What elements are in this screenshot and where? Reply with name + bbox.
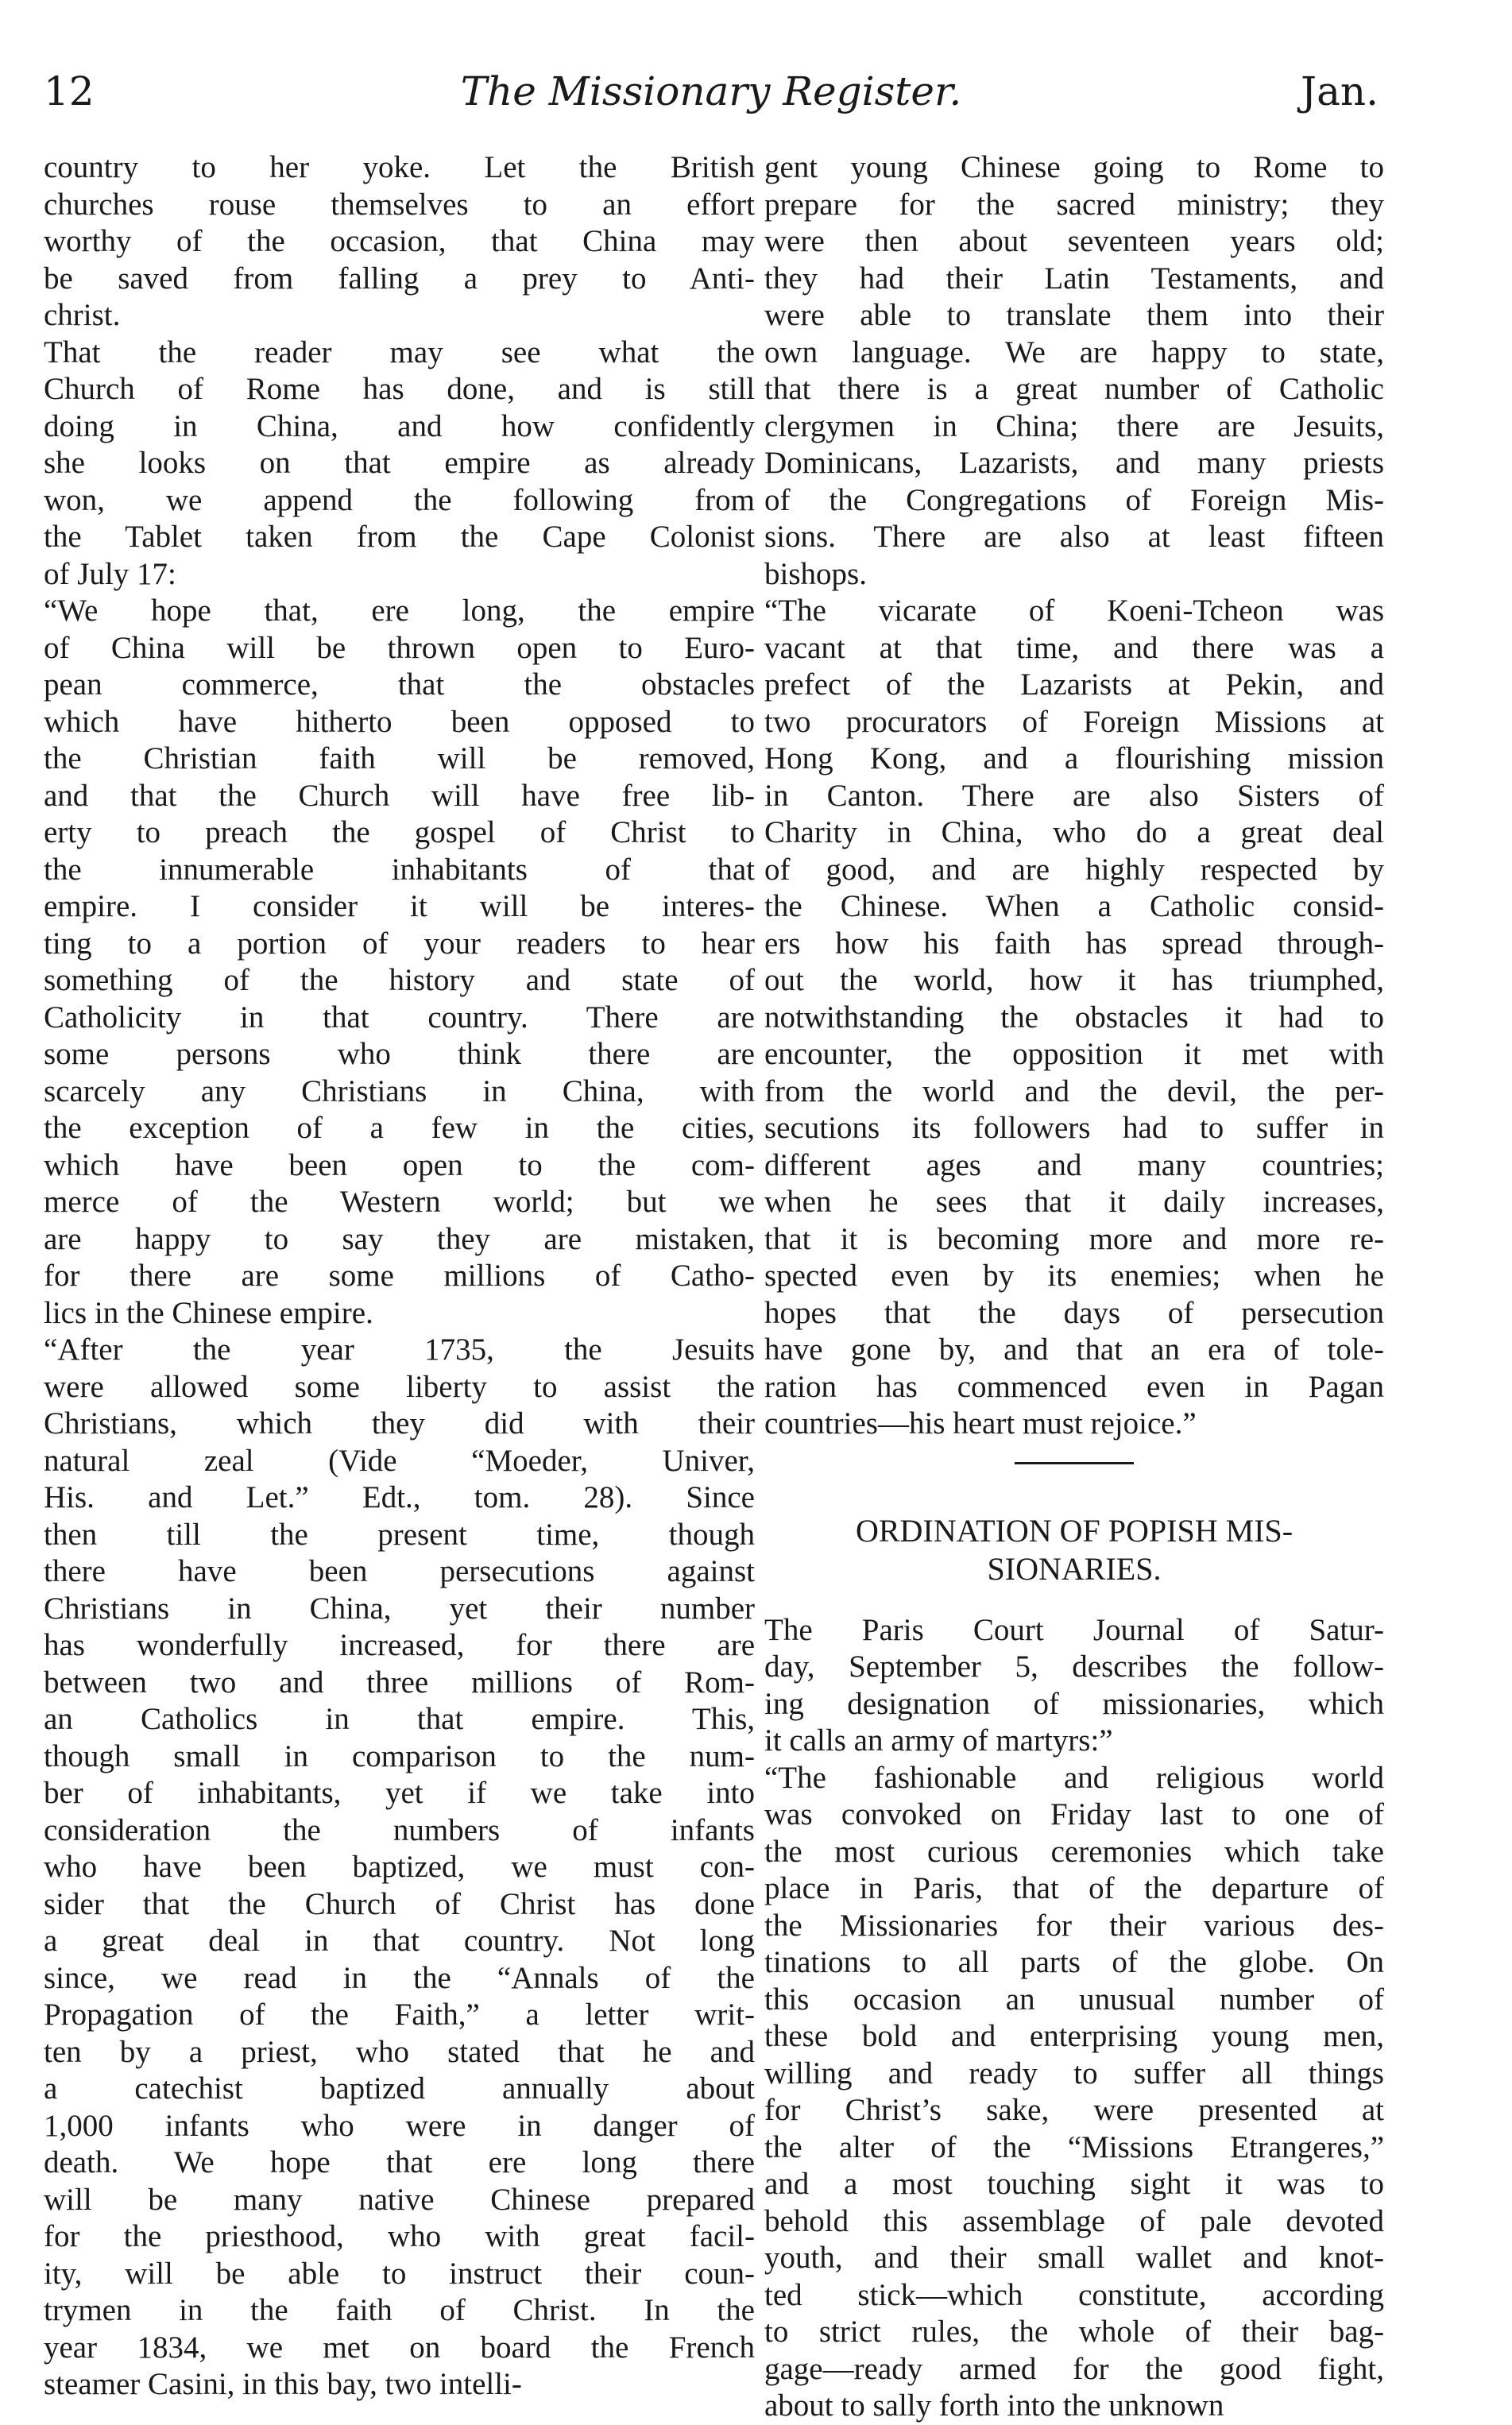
text-line: there have been persecutions against (44, 1554, 755, 1588)
text-line: are happy to say they are mistaken, (44, 1221, 755, 1256)
text-line: the alter of the “Missions Etrangeres,” (764, 2129, 1384, 2164)
text-line: some persons who think there are (44, 1037, 755, 1071)
text-line: 1,000 infants who were in danger of (44, 2108, 755, 2143)
text-line: ting to a portion of your readers to hear (44, 926, 755, 961)
text-line: when he sees that it daily increases, (764, 1185, 1384, 1219)
text-line: natural zeal (Vide “Moeder, Univer, (44, 1443, 755, 1478)
text-line: encounter, the opposition it met with (764, 1037, 1384, 1071)
text-line: empire. I consider it will be interes- (44, 889, 755, 923)
text-line: year 1834, we met on board the French (44, 2330, 755, 2365)
text-line: His. and Let.” Edt., tom. 28). Since (44, 1480, 755, 1514)
text-line: were then about seventeen years old; (764, 224, 1384, 258)
text-line: prepare for the sacred ministry; they (764, 187, 1384, 222)
text-line: Christians in China, yet their number (44, 1591, 755, 1626)
text-line: something of the history and state of (44, 963, 755, 997)
section-heading-line: ORDINATION OF POPISH MIS- (855, 1512, 1294, 1549)
text-line: the Chinese. When a Catholic consid- (764, 889, 1384, 923)
text-line: a great deal in that country. Not long (44, 1924, 755, 1958)
text-line: The Paris Court Journal of Satur- (764, 1612, 1384, 1647)
text-line: trymen in the faith of Christ. In the (44, 2293, 755, 2327)
text-line: clergymen in China; there are Jesuits, (764, 408, 1384, 443)
text-line: which have been open to the com- (44, 1147, 755, 1182)
text-line: That the reader may see what the (44, 335, 755, 369)
text-line: of good, and are highly respected by (764, 852, 1384, 887)
text-line: secutions its followers had to suffer in (764, 1111, 1384, 1145)
page-number: 12 (44, 68, 95, 114)
text-line: the exception of a few in the cities, (44, 1111, 755, 1145)
text-line: for Christ’s sake, were presented at (764, 2093, 1384, 2127)
text-line: to strict rules, the whole of their bag- (764, 2315, 1384, 2349)
text-line: consideration the numbers of infants (44, 1812, 755, 1847)
text-line: out the world, how it has triumphed, (764, 963, 1384, 997)
text-line: churches rouse themselves to an effort (44, 187, 755, 222)
text-line: tinations to all parts of the globe. On (764, 1945, 1384, 1979)
text-line: Catholicity in that country. There are (44, 1000, 755, 1035)
text-line: ration has commenced even in Pagan (764, 1369, 1384, 1404)
text-line: prefect of the Lazarists at Pekin, and (764, 667, 1384, 702)
text-line: different ages and many countries; (764, 1147, 1384, 1182)
text-line: doing in China, and how confidently (44, 408, 755, 443)
text-line: countries—his heart must rejoice.” (764, 1406, 1197, 1441)
text-line: worthy of the occasion, that China may (44, 224, 755, 258)
text-line: own language. We are happy to state, (764, 335, 1384, 369)
text-line: have gone by, and that an era of tole- (764, 1332, 1384, 1367)
right-column (764, 149, 1384, 2425)
section-heading-line: SIONARIES. (987, 1550, 1162, 1587)
text-line: merce of the Western world; but we (44, 1185, 755, 1219)
text-line: was convoked on Friday last to one of (764, 1797, 1384, 1831)
text-line: about to sally forth into the unknown (764, 2388, 1224, 2423)
running-header (44, 68, 1379, 140)
right-column-top-text (764, 149, 1384, 1443)
text-line: “After the year 1735, the Jesuits (44, 1332, 755, 1367)
text-line: of July 17: (44, 556, 176, 591)
text-line: for there are some millions of Catho- (44, 1259, 755, 1293)
text-line: between two and three millions of Rom- (44, 1665, 755, 1700)
text-line: since, we read in the “Annals of the (44, 1960, 755, 1995)
text-line: this occasion an unusual number of (764, 1982, 1384, 2017)
text-line: be saved from falling a prey to Anti- (44, 261, 755, 296)
text-line: will be many native Chinese prepared (44, 2182, 755, 2217)
text-line: sions. There are also at least fifteen (764, 520, 1384, 554)
text-line: ted stick—which constitute, according (764, 2277, 1384, 2312)
text-line: hopes that the days of persecution (764, 1295, 1384, 1330)
text-line: “The fashionable and religious world (764, 1760, 1384, 1795)
text-line: christ. (44, 298, 121, 332)
text-line: two procurators of Foreign Missions at (764, 704, 1384, 739)
text-line: steamer Casini, in this bay, two intelli- (44, 2367, 522, 2401)
text-line: that it is becoming more and more re- (764, 1221, 1384, 1256)
text-line: a catechist baptized annually about (44, 2071, 755, 2106)
text-line: day, September 5, describes the follow- (764, 1650, 1384, 1684)
text-line: the Christian faith will be removed, (44, 741, 755, 775)
text-line: she looks on that empire as already (44, 446, 755, 480)
text-line: then till the present time, though (44, 1517, 755, 1552)
text-line: country to her yoke. Let the British (44, 150, 755, 184)
text-line: vacant at that time, and there was a (764, 630, 1384, 665)
text-line: bishops. (764, 556, 867, 591)
text-line: pean commerce, that the obstacles (44, 667, 755, 702)
text-line: ten by a priest, who stated that he and (44, 2034, 755, 2069)
text-line: Church of Rome has done, and is still (44, 372, 755, 406)
text-line: Christians, which they did with their (44, 1406, 755, 1441)
text-line: an Catholics in that empire. This, (44, 1702, 755, 1736)
text-line: ing designation of missionaries, which (764, 1686, 1384, 1721)
text-line: the Missionaries for their various des- (764, 1908, 1384, 1943)
text-line: lics in the Chinese empire. (44, 1295, 373, 1330)
text-line: Hong Kong, and a flourishing mission (764, 741, 1384, 775)
text-line: from the world and the devil, the per- (764, 1073, 1384, 1108)
text-line: willing and ready to suffer all things (764, 2056, 1384, 2090)
left-column (44, 149, 755, 2404)
text-line: the innumerable inhabitants of that (44, 852, 755, 887)
text-line: they had their Latin Testaments, and (764, 261, 1384, 296)
text-line: that there is a great number of Catholic (764, 372, 1384, 406)
text-line: were able to translate them into their (764, 298, 1384, 332)
text-line: ity, will be able to instruct their coun- (44, 2256, 755, 2291)
text-line: though small in comparison to the num- (44, 1738, 755, 1773)
text-line: Propagation of the Faith,” a letter writ- (44, 1998, 755, 2032)
text-line: the Tablet taken from the Cape Colonist (44, 520, 755, 554)
text-line: scarcely any Christians in China, with (44, 1073, 755, 1108)
text-line: has wonderfully increased, for there are (44, 1628, 755, 1662)
header-month: Jan. (1301, 68, 1379, 114)
text-line: which have hitherto been opposed to (44, 704, 755, 739)
text-line: it calls an army of martyrs:” (764, 1723, 1113, 1758)
text-line: “We hope that, ere long, the empire (44, 594, 755, 628)
text-line: erty to preach the gospel of Christ to (44, 815, 755, 849)
text-line: and that the Church will have free lib- (44, 778, 755, 813)
text-line: notwithstanding the obstacles it had to (764, 1000, 1384, 1035)
text-line: behold this assemblage of pale devoted (764, 2203, 1384, 2238)
text-line: gage—ready armed for the good fight, (764, 2351, 1384, 2386)
text-line: of China will be thrown open to Euro- (44, 630, 755, 665)
text-line: sider that the Church of Christ has done (44, 1886, 755, 1921)
text-line: these bold and enterprising young men, (764, 2019, 1384, 2053)
right-column-bottom-text (764, 1612, 1384, 2425)
text-line: of the Congregations of Foreign Mis- (764, 482, 1384, 517)
text-line: youth, and their small wallet and knot- (764, 2241, 1384, 2275)
text-line: ber of inhabitants, yet if we take into (44, 1776, 755, 1810)
text-line: gent young Chinese going to Rome to (764, 150, 1384, 184)
text-line: won, we append the following from (44, 482, 755, 517)
text-line: Charity in China, who do a great deal (764, 815, 1384, 849)
separator-rule (1015, 1462, 1134, 1464)
text-line: who have been baptized, we must con- (44, 1850, 755, 1884)
text-line: in Canton. There are also Sisters of (764, 778, 1384, 813)
text-line: and a most touching sight it was to (764, 2167, 1384, 2201)
journal-title: The Missionary Register. (460, 68, 962, 114)
text-line: were allowed some liberty to assist the (44, 1369, 755, 1404)
section-heading (764, 1512, 1384, 1588)
text-line: place in Paris, that of the departure of (764, 1871, 1384, 1905)
text-line: Dominicans, Lazarists, and many priests (764, 446, 1384, 480)
text-line: the most curious ceremonies which take (764, 1834, 1384, 1869)
text-line: spected even by its enemies; when he (764, 1259, 1384, 1293)
text-line: ers how his faith has spread through- (764, 926, 1384, 961)
text-line: for the priesthood, who with great facil- (44, 2219, 755, 2253)
text-line: “The vicarate of Koeni-Tcheon was (764, 594, 1384, 628)
text-line: death. We hope that ere long there (44, 2145, 755, 2179)
